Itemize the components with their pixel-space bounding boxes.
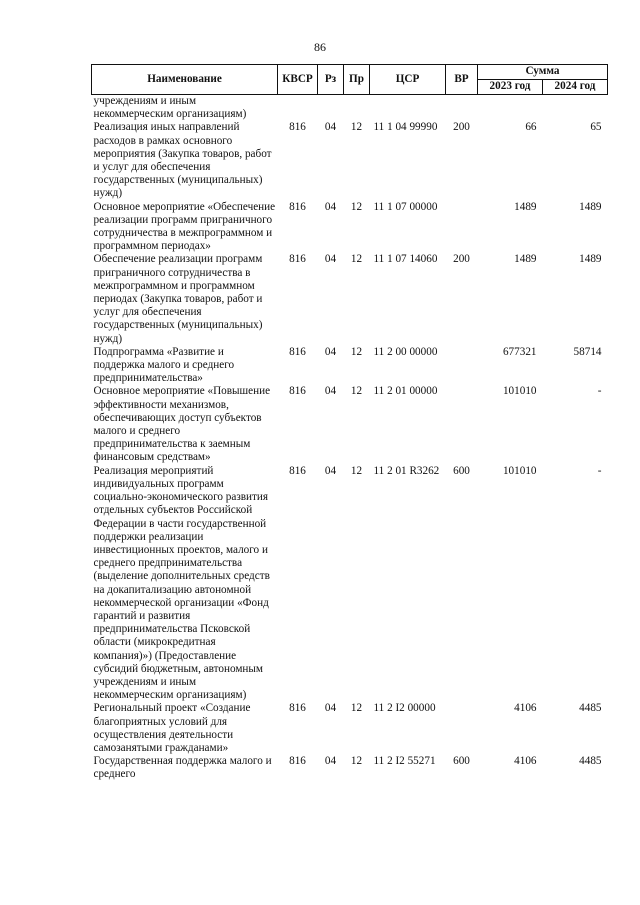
cell-2024 <box>543 95 608 122</box>
cell-pr: 12 <box>350 200 363 213</box>
cell-2023: 4106 <box>514 702 537 715</box>
cell-kvsr: 816 <box>289 702 306 715</box>
header-sum: Сумма <box>478 65 608 80</box>
cell-2024: 4485 <box>579 702 602 715</box>
cell-rz: 04 <box>324 385 337 398</box>
cell-pr: 12 <box>350 121 363 134</box>
cell-csr: 11 2 01 R3262 <box>373 464 440 477</box>
cell-name: Реализация мероприятий индивидуальных программ социально-экономического развития отдельных субъектов Российской Федерации в части государственной поддержки реализации инвестиционных проектов, малого и среднего предпринимательства (выделение дополнительных средств на докапитализацию автономной некоммерческой организации «Фонд гарантий и развития предпринимательства Псковской области (микрокредитная компания)») (Предоставление субсидий бюджетным, автономным учреждениям и иным некоммерческим организациям) <box>93 464 270 702</box>
cell-name: учреждениям и иным некоммерческим организациям) <box>93 95 247 121</box>
header-name: Наименование <box>92 65 278 95</box>
cell-rz: 04 <box>324 755 337 768</box>
cell-2024: - <box>597 464 602 477</box>
cell-pr: 12 <box>350 464 363 477</box>
cell-2024: 1489 <box>579 253 602 266</box>
cell-pr <box>344 95 370 122</box>
cell-csr: 11 1 07 00000 <box>373 200 438 213</box>
table-row <box>92 253 608 345</box>
cell-rz: 04 <box>324 702 337 715</box>
cell-name: Основное мероприятие «Повышение эффективности механизмов, обеспечивающих доступ субъектов малого и среднего предпринимательства к заемным финансовым средствам» <box>93 385 271 464</box>
cell-name: Государственная поддержка малого и среднего <box>93 755 272 781</box>
cell-rz: 04 <box>324 345 337 358</box>
cell-kvsr: 816 <box>289 385 306 398</box>
table-row <box>92 385 608 464</box>
cell-kvsr: 816 <box>289 253 306 266</box>
header-rz: Рз <box>318 65 344 95</box>
cell-vr <box>446 201 478 254</box>
cell-name: Подпрограмма «Развитие и поддержка малого и среднего предпринимательства» <box>93 345 235 385</box>
cell-kvsr: 816 <box>289 200 306 213</box>
cell-2023: 66 <box>525 121 537 134</box>
page-number: 86 <box>314 40 326 54</box>
cell-name: Региональный проект «Создание благоприятных условий для осуществления деятельности самозанятыми гражданами» <box>93 702 251 754</box>
header-vr: ВР <box>446 65 478 95</box>
cell-2024: 65 <box>590 121 602 134</box>
cell-vr <box>446 702 478 755</box>
cell-kvsr: 816 <box>289 464 306 477</box>
cell-rz: 04 <box>324 121 337 134</box>
cell-vr <box>446 385 478 464</box>
cell-pr: 12 <box>350 385 363 398</box>
header-year-2024: 2024 год <box>543 80 608 95</box>
cell-kvsr <box>278 95 318 122</box>
cell-2023: 677321 <box>502 345 537 358</box>
cell-rz <box>318 95 344 122</box>
table-header <box>92 65 608 95</box>
cell-2023: 1489 <box>514 253 537 266</box>
cell-rz: 04 <box>324 464 337 477</box>
cell-kvsr: 816 <box>289 121 306 134</box>
table-body <box>92 95 608 782</box>
cell-2024: 1489 <box>579 200 602 213</box>
cell-pr: 12 <box>350 702 363 715</box>
cell-2024: - <box>597 385 602 398</box>
table-row <box>92 95 608 122</box>
cell-2023 <box>478 95 543 122</box>
cell-vr: 600 <box>453 755 470 768</box>
cell-kvsr: 816 <box>289 755 306 768</box>
table-row <box>92 201 608 254</box>
cell-name: Реализация иных направлений расходов в рамках основного мероприятия (Закупка товаров, работ и услуг для обеспечения государственных (муниципальных) нужд) <box>93 121 272 200</box>
header-kvsr: КВСР <box>278 65 318 95</box>
cell-pr: 12 <box>350 253 363 266</box>
cell-vr: 200 <box>453 121 470 134</box>
table-row <box>92 702 608 755</box>
cell-2024: 58714 <box>573 345 602 358</box>
cell-csr: 11 1 04 99990 <box>373 121 438 134</box>
cell-vr <box>446 346 478 386</box>
table-row <box>92 121 608 200</box>
cell-rz: 04 <box>324 253 337 266</box>
budget-table <box>91 64 608 782</box>
cell-2023: 4106 <box>514 755 537 768</box>
cell-2023: 1489 <box>514 200 537 213</box>
cell-csr: 11 2 00 00000 <box>373 345 438 358</box>
cell-pr: 12 <box>350 755 363 768</box>
table-row <box>92 755 608 781</box>
table-row <box>92 346 608 386</box>
header-csr: ЦСР <box>370 65 446 95</box>
table-row <box>92 465 608 703</box>
cell-2024: 4485 <box>579 755 602 768</box>
cell-kvsr: 816 <box>289 345 306 358</box>
cell-2023: 101010 <box>502 464 537 477</box>
cell-csr <box>370 95 446 122</box>
cell-pr: 12 <box>350 345 363 358</box>
cell-csr: 11 1 07 14060 <box>373 253 438 266</box>
cell-name: Основное мероприятие «Обеспечение реализации программ приграничного сотрудничества в межпрограммном и программном периодах» <box>93 200 276 253</box>
cell-vr <box>446 95 478 122</box>
header-year-2023: 2023 год <box>478 80 543 95</box>
cell-2023: 101010 <box>502 385 537 398</box>
cell-csr: 11 2 I2 00000 <box>373 702 436 715</box>
cell-name: Обеспечение реализации программ приграничного сотрудничества в межпрограммном и программном периодах (Закупка товаров, работ и услуг для обеспечения государственных (муниципальных) нужд) <box>93 253 263 345</box>
cell-vr: 200 <box>453 253 470 266</box>
cell-csr: 11 2 01 00000 <box>373 385 438 398</box>
header-pr: Пр <box>344 65 370 95</box>
cell-vr: 600 <box>453 464 470 477</box>
cell-rz: 04 <box>324 200 337 213</box>
cell-csr: 11 2 I2 55271 <box>373 755 436 768</box>
